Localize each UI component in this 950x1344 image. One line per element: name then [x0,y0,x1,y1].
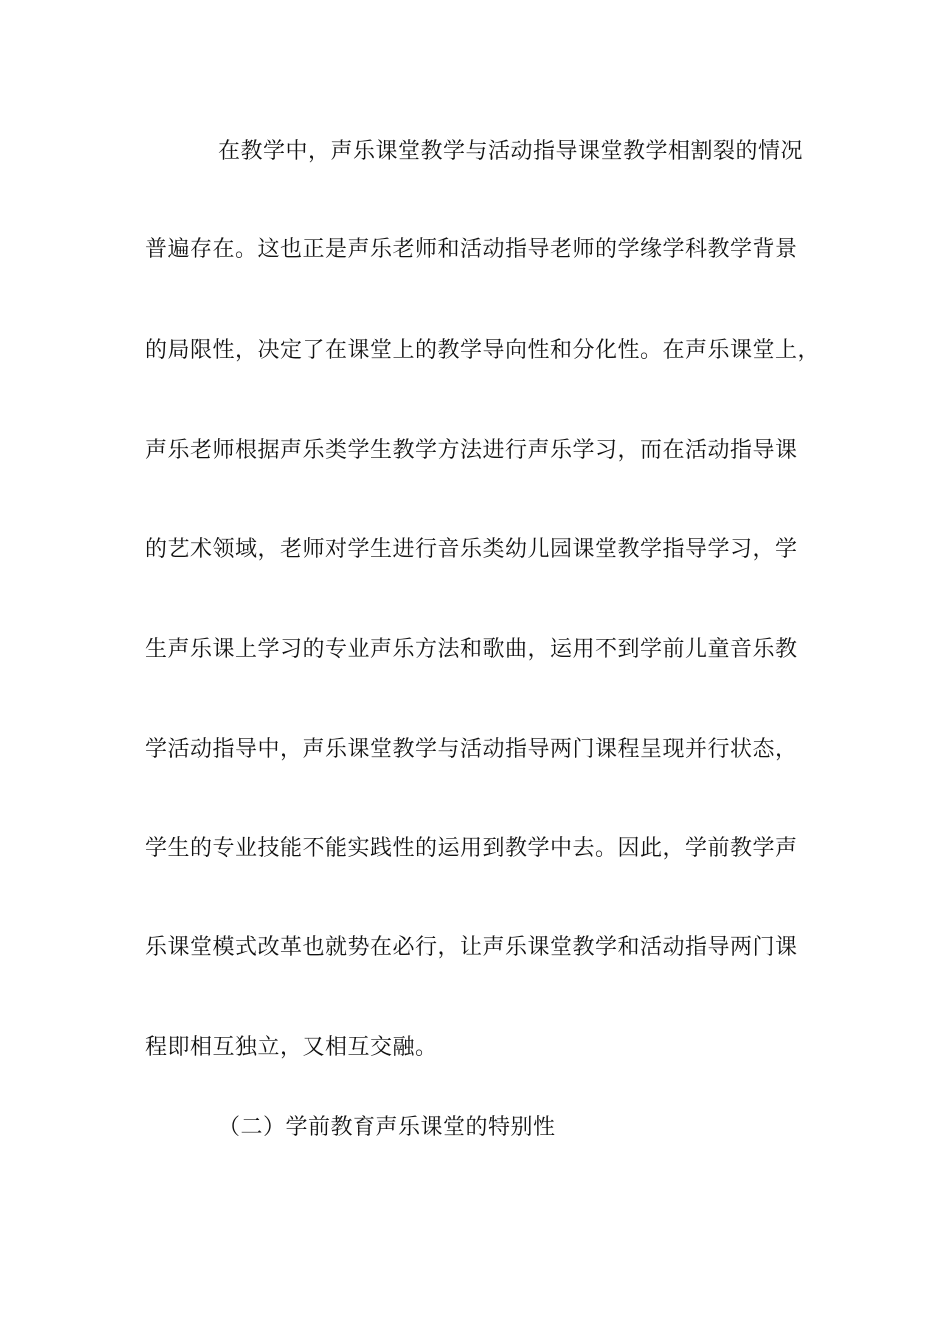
paragraph-line-7: 学活动指导中，声乐课堂教学与活动指导两门课程呈现并行状态， [145,737,798,762]
paragraph-line-10: 程即相互独立，又相互交融。 [145,1035,438,1060]
paragraph-line-2: 普遍存在。这也正是声乐老师和活动指导老师的学缘学科教学背景 [145,237,798,262]
section-heading: （二）学前教育声乐课堂的特别性 [218,1115,556,1140]
paragraph-line-6: 生声乐课上学习的专业声乐方法和歌曲，运用不到学前儿童音乐教 [145,637,798,662]
paragraph-line-8: 学生的专业技能不能实践性的运用到教学中去。因此，学前教学声 [145,836,798,861]
paragraph-line-1: 在教学中，声乐课堂教学与活动指导课堂教学相割裂的情况 [218,139,804,164]
paragraph-line-3: 的局限性，决定了在课堂上的教学导向性和分化性。在声乐课堂上， [145,338,821,363]
paragraph-line-5: 的艺术领域，老师对学生进行音乐类幼儿园课堂教学指导学习，学 [145,537,798,562]
paragraph-line-9: 乐课堂模式改革也就势在必行，让声乐课堂教学和活动指导两门课 [145,935,798,960]
paragraph-line-4: 声乐老师根据声乐类学生教学方法进行声乐学习，而在活动指导课 [145,438,798,463]
